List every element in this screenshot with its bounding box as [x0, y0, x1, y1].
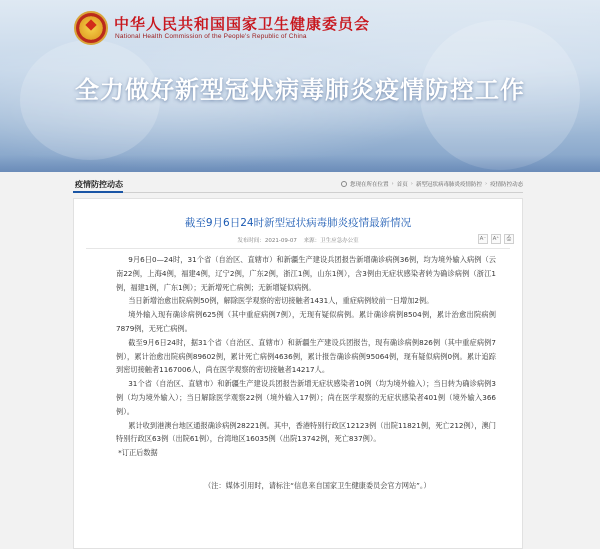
org-name-cn[interactable]: 中华人民共和国国家卫生健康委员会 [114, 15, 371, 33]
breadcrumb-prevention-link[interactable]: 新型冠状病毒肺炎疫情防控 [415, 182, 482, 188]
article-source: 来源：卫生应急办公室 [303, 238, 359, 244]
print-icon[interactable]: ⎙ [504, 234, 514, 244]
section-underline [73, 191, 123, 193]
paragraph-hk-macau-taiwan: 累计收到港澳台地区通报确诊病例28221例。其中，香港特别行政区12123例（出院11821例，死亡212例），澳门特别行政区63例（出院61例），台湾地区16035例（出院13742例，死亡837例）。 [116, 420, 496, 444]
header-banner [0, 0, 600, 172]
breadcrumb-current-link[interactable]: 疫情防控动态 [490, 182, 524, 188]
font-decrease-icon[interactable]: A⁻ [479, 236, 487, 242]
section-title: 疫情防控动态 [75, 180, 123, 189]
breadcrumb [341, 180, 523, 188]
national-emblem-icon[interactable] [74, 11, 108, 45]
breadcrumb-separator: › [391, 181, 394, 187]
article-title: 截至9月6日24时新型冠状病毒肺炎疫情最新情况 [184, 217, 412, 229]
paragraph-recoveries: 当日新增治愈出院病例50例，解除医学观察的密切接触者1431人，重症病例较前一日增加2例。 [128, 296, 434, 306]
font-increase-icon[interactable]: A⁺ [492, 236, 500, 242]
banner-fade [0, 155, 600, 172]
breadcrumb-separator: › [410, 181, 413, 187]
banner-slogan: 全力做好新型冠状病毒肺炎疫情防控工作 [75, 76, 525, 104]
paragraph-new-cases: 9月6日0—24时，31个省（自治区、直辖市）和新疆生产建设兵团报告新增确诊病例36例，均为境外输入病例（云南22例，上海4例，福建4例，辽宁2例，广东2例，浙江1例，山东1例），含3例由无症状感染者转为确诊病例（浙江1例，福建1例，广东1例）；无新增死亡病例；无新增疑似病例。 [116, 255, 496, 292]
media-citation-note: （注：媒体引用时，请标注“信息来自国家卫生健康委员会官方网站”。） [204, 481, 431, 490]
title-divider [86, 248, 510, 249]
section-header [73, 176, 523, 193]
article-body [116, 253, 496, 490]
article-card [73, 198, 523, 549]
breadcrumb-home-link[interactable]: 首页 [396, 182, 408, 188]
org-name-en: National Health Commission of the People's Republic of China [115, 33, 307, 40]
paragraph-imported: 境外输入现有确诊病例625例（其中重症病例7例），无现有疑似病例。累计确诊病例8504例，累计治愈出院病例7879例，无死亡病例。 [116, 310, 496, 333]
breadcrumb-location-label: 您现在所在位置 [350, 182, 389, 188]
paragraph-asymptomatic: 31个省（自治区、直辖市）和新疆生产建设兵团报告新增无症状感染者10例（均为境外输入）；当日转为确诊病例3例（均为境外输入）；当日解除医学观察22例（境外输入17例）；尚在医学观察的无症状感染者401例（境外输入366例）。 [116, 379, 496, 416]
paragraph-cumulative: 截至9月6日24时，据31个省（自治区、直辖市）和新疆生产建设兵团报告，现有确诊病例826例（其中重症病例7例），累计治愈出院病例89602例，累计死亡病例4636例，累计报告确诊病例95064例，现有疑似病例0例。累计追踪到密切接触者1167006人，尚在医学观察的密切接触者14217人。 [116, 337, 496, 375]
breadcrumb-separator: › [484, 181, 488, 187]
correction-note: *订正后数据 [118, 448, 158, 458]
article-meta [74, 236, 522, 244]
article-tools [478, 234, 514, 244]
home-icon [341, 181, 347, 187]
publish-date: 发布时间：2021-09-07 [237, 238, 297, 244]
